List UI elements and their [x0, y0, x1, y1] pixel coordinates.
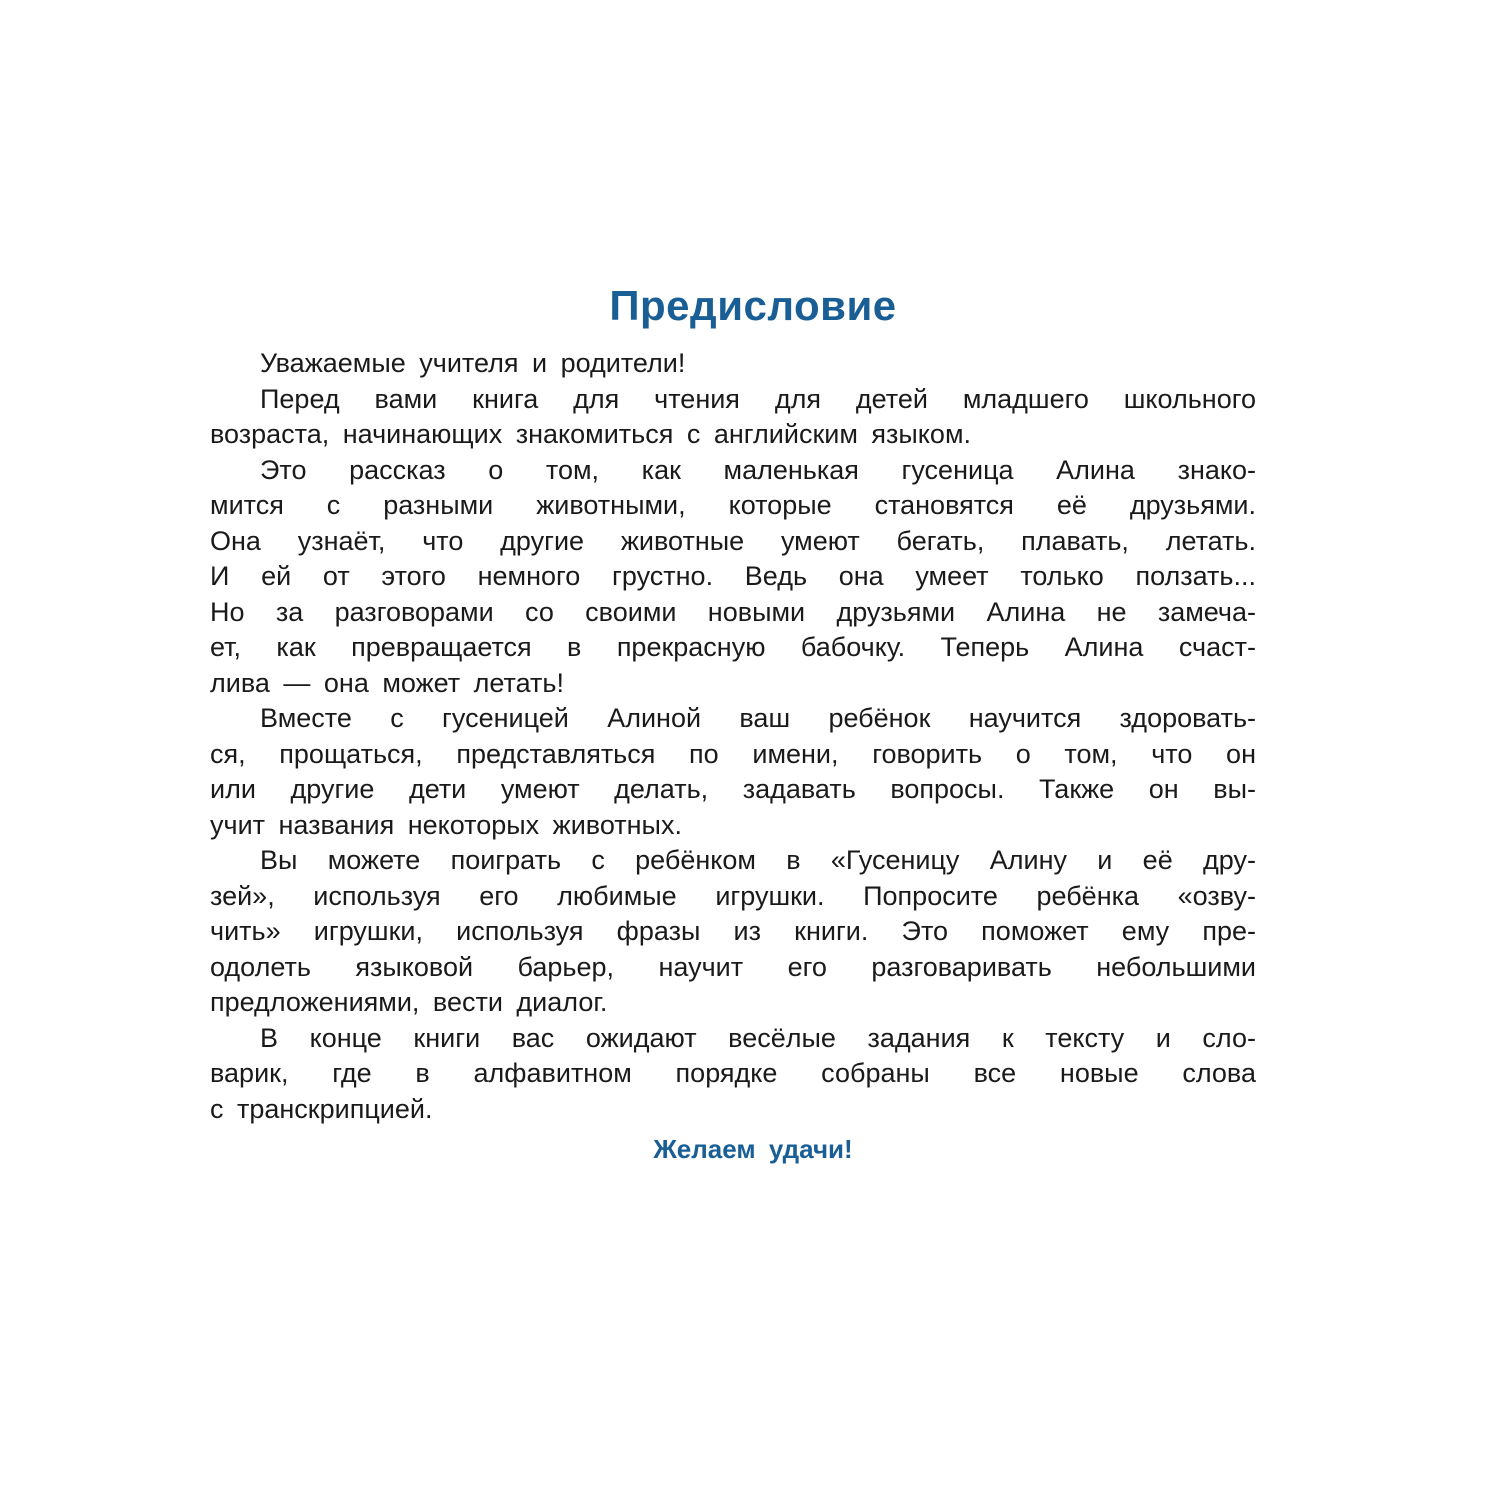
- paragraph-line: предложениями, вести диалог.: [210, 987, 608, 1017]
- paragraph-line: учит названия некоторых животных.: [210, 809, 682, 840]
- paragraph-line: ет, как превращается в прекрасную бабочку. Теперь Алина счаст-: [210, 632, 1256, 662]
- paragraph-line: мится с разными животными, которые становятся её друзьями.: [210, 490, 1256, 520]
- paragraph-line: варик, где в алфавитном порядке собраны все новые слова: [210, 1058, 1256, 1088]
- paragraph-line: с транскрипцией.: [210, 1093, 433, 1124]
- body-text: [210, 346, 1256, 1127]
- paragraph-line: чить» игрушки, используя фразы из книги. Это поможет ему пре-: [210, 916, 1256, 946]
- page-title: Предисловие: [609, 282, 897, 329]
- paragraph-line: одолеть языковой барьер, научит его разговаривать небольшими: [210, 951, 1256, 982]
- paragraph-line: лива — она может летать!: [210, 667, 564, 698]
- paragraph-line: Перед вами книга для чтения для детей младшего школьного: [260, 383, 1256, 414]
- paragraph-line: Уважаемые учителя и родители!: [260, 348, 686, 378]
- paragraph-line: зей», используя его любимые игрушки. Попросите ребёнка «озву-: [210, 880, 1256, 911]
- paragraph-line: Она узнаёт, что другие животные умеют бегать, плавать, летать.: [210, 525, 1256, 556]
- paragraph-line: ся, прощаться, представляться по имени, говорить о том, что он: [210, 738, 1256, 769]
- preface-page: [210, 280, 1256, 1167]
- paragraph-line: И ей от этого немного грустно. Ведь она умеет только ползать...: [210, 561, 1256, 591]
- paragraph-line: Но за разговорами со своими новыми друзьями Алина не замеча-: [210, 596, 1256, 627]
- closing-wish: Желаем удачи!: [653, 1134, 853, 1164]
- paragraph-line: возраста, начинающих знакомиться с английским языком.: [210, 419, 972, 449]
- paragraph-line: В конце книги вас ожидают весёлые задания к тексту и сло-: [260, 1022, 1256, 1053]
- paragraph-line: Это рассказ о том, как маленькая гусеница Алина знако-: [260, 454, 1256, 485]
- paragraph-line: или другие дети умеют делать, задавать вопросы. Также он вы-: [210, 774, 1256, 804]
- paragraph-line: Вы можете поиграть с ребёнком в «Гусеницу Алину и её дру-: [260, 845, 1256, 875]
- paragraph-line: Вместе с гусеницей Алиной ваш ребёнок научится здоровать-: [260, 703, 1256, 733]
